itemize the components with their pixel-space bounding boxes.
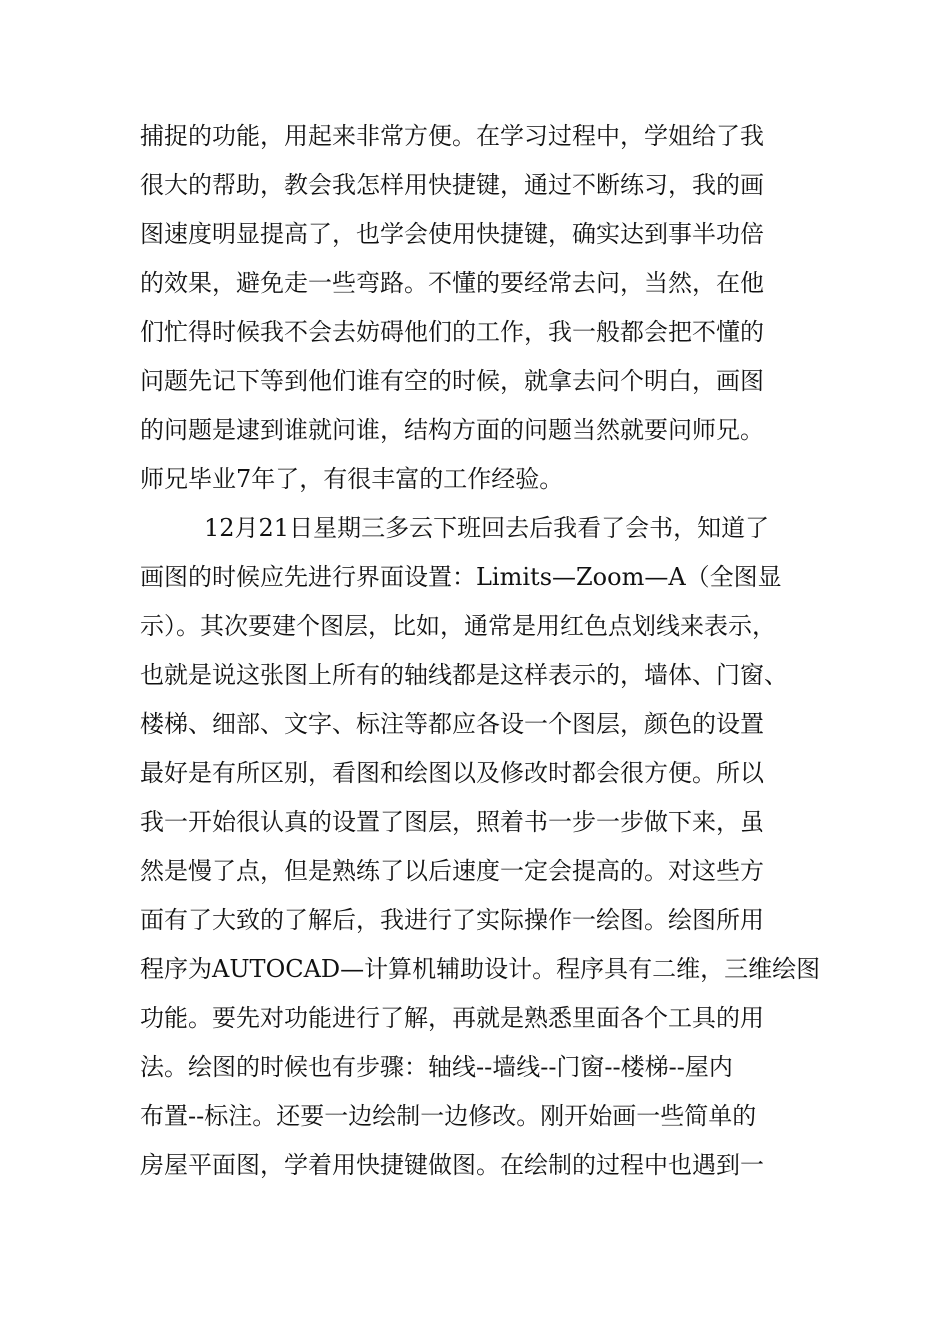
- text-line: 面有了大致的了解后，我进行了实际操作一绘图。绘图所用: [140, 906, 764, 934]
- text-line: 布置--标注。还要一边绘制一边修改。刚开始画一些简单的: [140, 1102, 757, 1130]
- text-line: 图速度明显提高了，也学会使用快捷键，确实达到事半功倍: [140, 220, 764, 248]
- text-line: 师兄毕业7年了，有很丰富的工作经验。: [140, 465, 564, 493]
- body-text: [140, 112, 830, 1190]
- text-line: 很大的帮助，教会我怎样用快捷键，通过不断练习，我的画: [140, 171, 764, 199]
- text-line: 程序为AUTOCAD—计算机辅助设计。程序具有二维，三维绘图: [140, 955, 821, 983]
- text-line: 我一开始很认真的设置了图层，照着书一步一步做下来，虽: [140, 808, 764, 836]
- text-line: 然是慢了点，但是熟练了以后速度一定会提高的。对这些方: [140, 857, 764, 885]
- text-line: 房屋平面图，学着用快捷键做图。在绘制的过程中也遇到一: [140, 1151, 764, 1179]
- text-line: 12月21日星期三多云下班回去后我看了会书，知道了: [204, 514, 770, 542]
- text-line: 法。绘图的时候也有步骤：轴线--墙线--门窗--楼梯--屋内: [140, 1053, 733, 1081]
- text-line: 们忙得时候我不会去妨碍他们的工作，我一般都会把不懂的: [140, 318, 764, 346]
- paragraph-1: [140, 112, 830, 504]
- text-line: 示）。其次要建个图层，比如，通常是用红色点划线来表示，: [140, 612, 776, 640]
- text-line: 也就是说这张图上所有的轴线都是这样表示的，墙体、门窗、: [140, 661, 788, 689]
- text-line: 画图的时候应先进行界面设置：Limits—Zoom—A（全图显: [140, 563, 782, 591]
- text-line: 的效果，避免走一些弯路。不懂的要经常去问，当然，在他: [140, 269, 764, 297]
- text-line: 的问题是逮到谁就问谁，结构方面的问题当然就要问师兄。: [140, 416, 764, 444]
- text-line: 最好是有所区别，看图和绘图以及修改时都会很方便。所以: [140, 759, 764, 787]
- text-line: 问题先记下等到他们谁有空的时候，就拿去问个明白，画图: [140, 367, 764, 395]
- paragraph-2: [140, 504, 830, 1190]
- text-line: 捕捉的功能，用起来非常方便。在学习过程中，学姐给了我: [140, 122, 764, 150]
- text-line: 楼梯、细部、文字、标注等都应各设一个图层，颜色的设置: [140, 710, 764, 738]
- text-line: 功能。要先对功能进行了解，再就是熟悉里面各个工具的用: [140, 1004, 764, 1032]
